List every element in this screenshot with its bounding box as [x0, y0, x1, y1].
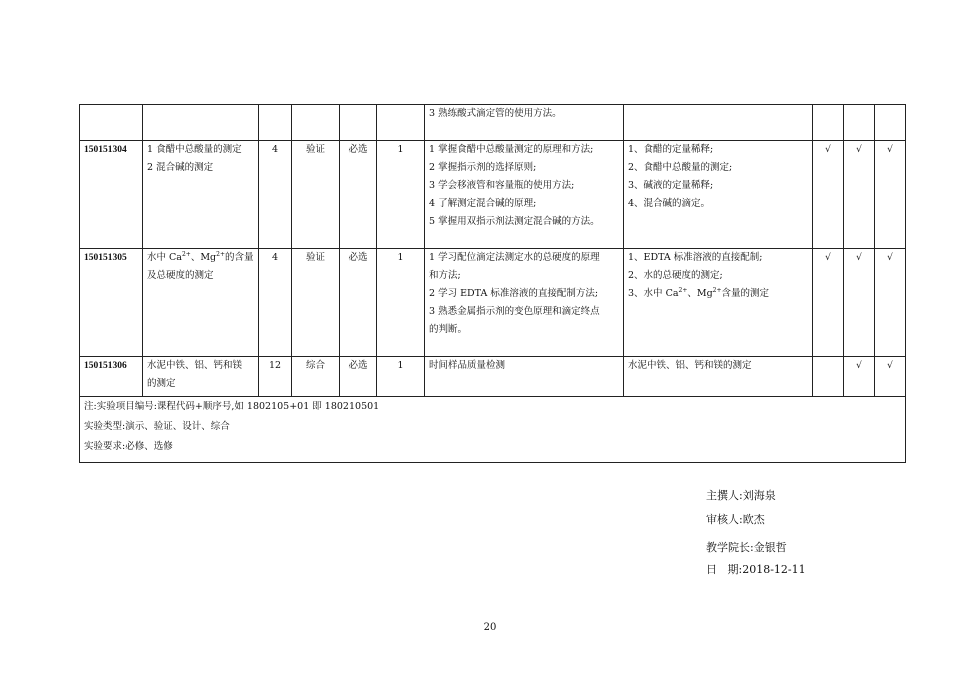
experiment-code: 150151304	[80, 141, 143, 249]
experiment-objectives: 1 掌握食醋中总酸量测定的原理和方法; 2 掌握指示剂的选择原则; 3 学会移液管和容量瓶的使用方法; 4 了解测定混合碱的原理; 5 掌握用双指示剂法测定混合碱的方法。	[425, 141, 624, 249]
table-row	[80, 357, 906, 397]
check-mark: √	[844, 141, 875, 249]
check-mark	[813, 357, 844, 397]
experiment-type: 验证	[292, 141, 340, 249]
experiment-contents: 1、食醋的定量稀释; 2、食醋中总酸量的测定; 3、碱液的定量稀释; 4、混合碱的滴定。	[624, 141, 813, 249]
experiment-type: 综合	[292, 357, 340, 397]
table-row	[80, 105, 906, 141]
experiment-table	[79, 104, 906, 463]
experiment-requirement: 必选	[340, 249, 377, 357]
experiment-hours: 12	[259, 357, 292, 397]
table-row	[80, 249, 906, 357]
experiment-code: 150151306	[80, 357, 143, 397]
reviewer-signature: 审核人:欧杰	[706, 513, 765, 526]
experiment-hours: 4	[259, 249, 292, 357]
table-row	[80, 141, 906, 249]
experiment-groups: 1	[377, 357, 425, 397]
dean-signature: 教学院长:金银哲	[706, 541, 787, 554]
notes-row	[80, 397, 906, 463]
experiment-requirement: 必选	[340, 141, 377, 249]
experiment-code: 150151305	[80, 249, 143, 357]
experiment-contents: 水泥中铁、铝、钙和镁的测定	[624, 357, 813, 397]
check-mark: √	[844, 249, 875, 357]
experiment-title: 1 食醋中总酸量的测定 2 混合碱的测定	[143, 141, 259, 249]
experiment-hours: 4	[259, 141, 292, 249]
check-mark: √	[875, 357, 906, 397]
check-mark: √	[844, 357, 875, 397]
check-mark: √	[813, 249, 844, 357]
experiment-requirement: 必选	[340, 357, 377, 397]
check-mark: √	[813, 141, 844, 249]
experiment-groups: 1	[377, 249, 425, 357]
experiment-title: 水泥中铁、铝、钙和镁 的测定	[143, 357, 259, 397]
date-signature: 日 期:2018-12-11	[706, 563, 806, 576]
objective-text: 3 熟练酸式滴定管的使用方法。	[429, 108, 562, 119]
page-number: 20	[483, 622, 497, 633]
experiment-type: 验证	[292, 249, 340, 357]
experiment-title: 水中 $Ca^{2+}$、$Mg^{2+}$的含量 及总硬度的测定	[143, 249, 259, 357]
table-notes: 注:实验项目编号:课程代码+顺序号,如 1802105+01 即 180210501 实验类型:演示、验证、设计、综合 实验要求:必修、选修	[80, 397, 906, 463]
check-mark: √	[875, 141, 906, 249]
experiment-objectives: 1 学习配位滴定法测定水的总硬度的原理 和方法; 2 学习 EDTA 标准溶液的直接配制方法; 3 熟悉金属指示剂的变色原理和滴定终点 的判断。	[425, 249, 624, 357]
check-mark: √	[875, 249, 906, 357]
author-signature: 主撰人:刘海泉	[706, 489, 776, 502]
experiment-objectives: 时间样品质量检测	[425, 357, 624, 397]
experiment-groups: 1	[377, 141, 425, 249]
experiment-contents: 1、EDTA 标准溶液的直接配制; 2、水的总硬度的测定; 3、水中 $Ca^{2+}$、$Mg^{2+}$含量的测定	[624, 249, 813, 357]
